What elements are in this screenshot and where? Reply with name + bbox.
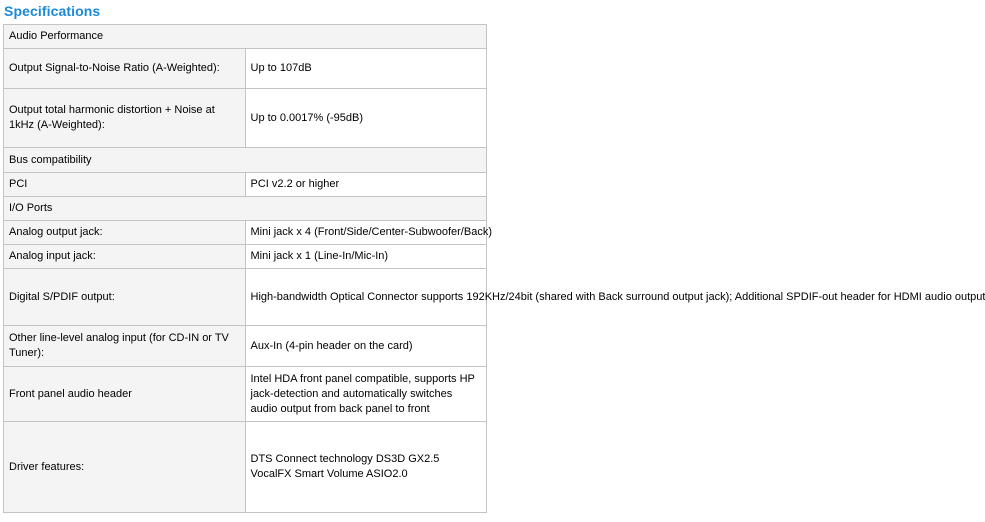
table-row-analog-output: [4, 221, 487, 245]
spec-value: Up to 107dB: [245, 49, 487, 89]
spec-value: Up to 0.0017% (-95dB): [245, 89, 487, 148]
section-heading: Audio Performance: [4, 25, 487, 49]
spec-label: Front panel audio header: [4, 367, 246, 422]
spec-value: PCI v2.2 or higher: [245, 173, 487, 197]
table-row-thd: [4, 89, 487, 148]
specifications-table: [3, 24, 985, 513]
table-row-pci: [4, 173, 487, 197]
spec-label: PCI: [4, 173, 246, 197]
table-row-spdif-output: [4, 269, 487, 326]
page-title: Specifications: [4, 3, 101, 19]
table-row-snr: [4, 49, 487, 89]
spec-label: Analog input jack:: [4, 245, 246, 269]
section-heading: Bus compatibility: [4, 148, 487, 173]
section-row-audio-performance: [4, 25, 487, 49]
spec-label: Driver features:: [4, 422, 246, 513]
spec-label: Digital S/PDIF output:: [4, 269, 246, 326]
table-row-analog-input: [4, 245, 487, 269]
table-row-front-panel-header: [4, 367, 487, 422]
spec-label: Output total harmonic distortion + Noise at 1kHz (A-Weighted):: [4, 89, 246, 148]
spec-label: Other line-level analog input (for CD-IN or TV Tuner):: [4, 326, 246, 367]
spec-label: Output Signal-to-Noise Ratio (A-Weighted):: [4, 49, 246, 89]
spec-label: Analog output jack:: [4, 221, 246, 245]
table-row-line-level-input: [4, 326, 487, 367]
section-row-bus-compatibility: [4, 148, 487, 173]
spec-value: Aux-In (4-pin header on the card): [245, 326, 487, 367]
spec-value: DTS Connect technology DS3D GX2.5 VocalFX Smart Volume ASIO2.0: [245, 422, 487, 513]
section-row-io-ports: [4, 197, 487, 221]
spec-value: Intel HDA front panel compatible, supports HP jack-detection and automatically switches audio output from back panel to front: [245, 367, 487, 422]
spec-value: Mini jack x 4 (Front/Side/Center-Subwoofer/Back): [245, 221, 487, 245]
table-row-driver-features: [4, 422, 487, 513]
spec-value: Mini jack x 1 (Line-In/Mic-In): [245, 245, 487, 269]
spec-value: High-bandwidth Optical Connector supports 192KHz/24bit (shared with Back surround output jack); Additional SPDIF-out header for HDMI audio output: [245, 269, 487, 326]
section-heading: I/O Ports: [4, 197, 487, 221]
